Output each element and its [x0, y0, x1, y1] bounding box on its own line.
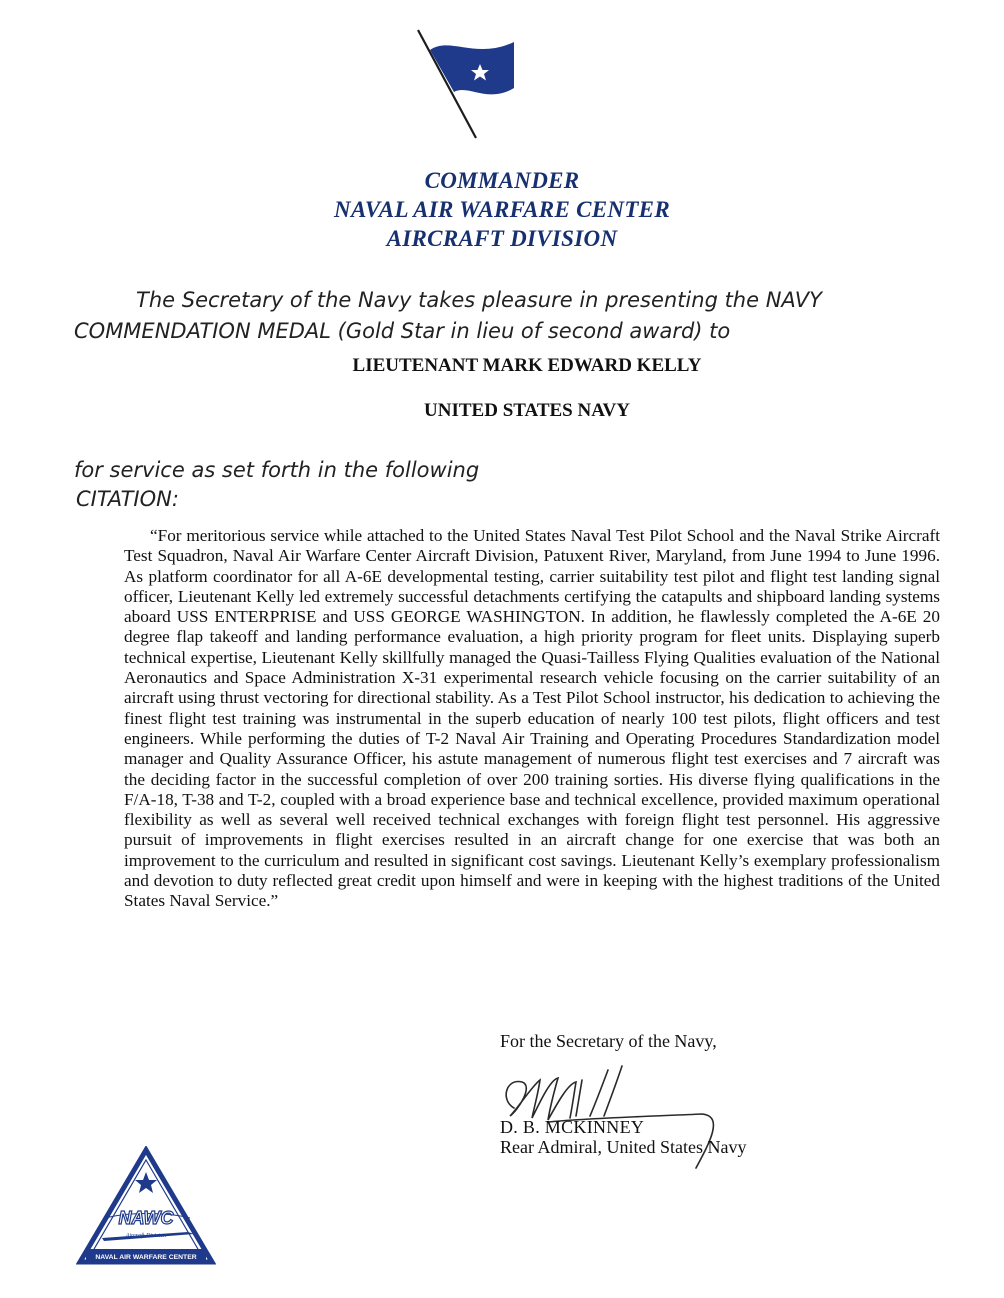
signer-name: D. B. MCKINNEY — [500, 1117, 645, 1137]
emblem-division-text: Aircraft Division — [125, 1233, 167, 1239]
header-line-center: NAVAL AIR WARFARE CENTER — [334, 197, 670, 222]
citation-intro — [74, 456, 479, 514]
presentation-statement — [74, 285, 934, 347]
citation-intro-line-1: for service as set forth in the following — [74, 458, 480, 482]
emblem-band-text: NAVAL AIR WARFARE CENTER — [95, 1254, 197, 1261]
recipient-service: UNITED STATES NAVY — [424, 400, 630, 421]
header-line-commander: COMMANDER — [424, 168, 580, 193]
presentation-line-1: The Secretary of the Navy takes pleasure in presenting the NAVY — [136, 288, 822, 312]
recipient-name: LIEUTENANT MARK EDWARD KELLY — [352, 355, 702, 376]
signer-title: Rear Admiral, United States Navy — [500, 1137, 747, 1157]
command-header — [0, 166, 1004, 253]
citation-body: “For meritorious service while attached to the United States Naval Test Pilot School and the Naval Strike Aircraft Test Squadron, Naval Air Warfare Center Aircraft Division, Patuxent River, Maryland, from June 1994 to June 1996. As platform coordinator for all A-6E developmental testing, carrier suitability test pilot and flight test landing signal officer, Lieutenant Kelly led extremely successful detachments certifying the catapults and shipboard landing systems aboard USS ENTERPRISE and USS GEORGE WASHINGTON. In addition, he flawlessly completed the A-6E 20 degree flap takeoff and landing performance evaluation, a high priority program for fleet units. Displaying superb technical expertise, Lieutenant Kelly skillfully managed the Quasi-Tailless Flying Qualities evaluation of the National Aeronautics and Space Administration X-31 experimental research vehicle focusing on the carrier suitability of an aircraft using thrust vectoring for directional stability. As a Test Pilot School instructor, his dedication to achieving the finest flight test training was instrumental in the superb education of nearly 100 test pilots, flight officers and test engineers. While performing the duties of T-2 Naval Air Training and Operating Procedures Standardization model manager and Quality Assurance Officer, his astute management of numerous flight test exercises and 7 aircraft was the deciding factor in the successful completion of over 200 training sorties. His diverse flying qualifications in the F/A-18, T-38 and T-2, coupled with a broad experience base and technical excellence, provided maximum operational flexibility as well as several well received technical exchanges with foreign flight test personnel. His aggressive pursuit of improvements in flight exercises resulted in an aircraft change for one exercise that was both an improvement to the curriculum and resulted in significant cost savings. Lieutenant Kelly’s exemplary professionalism and devotion to duty reflected great credit upon himself and were in keeping with the highest traditions of the United States Naval Service.” — [124, 526, 940, 911]
nawc-emblem-icon — [76, 1146, 216, 1270]
presentation-line-2: COMMENDATION MEDAL (Gold Star in lieu of second award) to — [74, 319, 731, 343]
citation-intro-line-2: CITATION: — [76, 487, 179, 511]
emblem-logo-text: NAWC — [118, 1208, 174, 1228]
closing-line: For the Secretary of the Navy, — [500, 1031, 717, 1051]
header-line-division: AIRCRAFT DIVISION — [386, 226, 618, 251]
admiral-flag-icon — [410, 26, 520, 142]
